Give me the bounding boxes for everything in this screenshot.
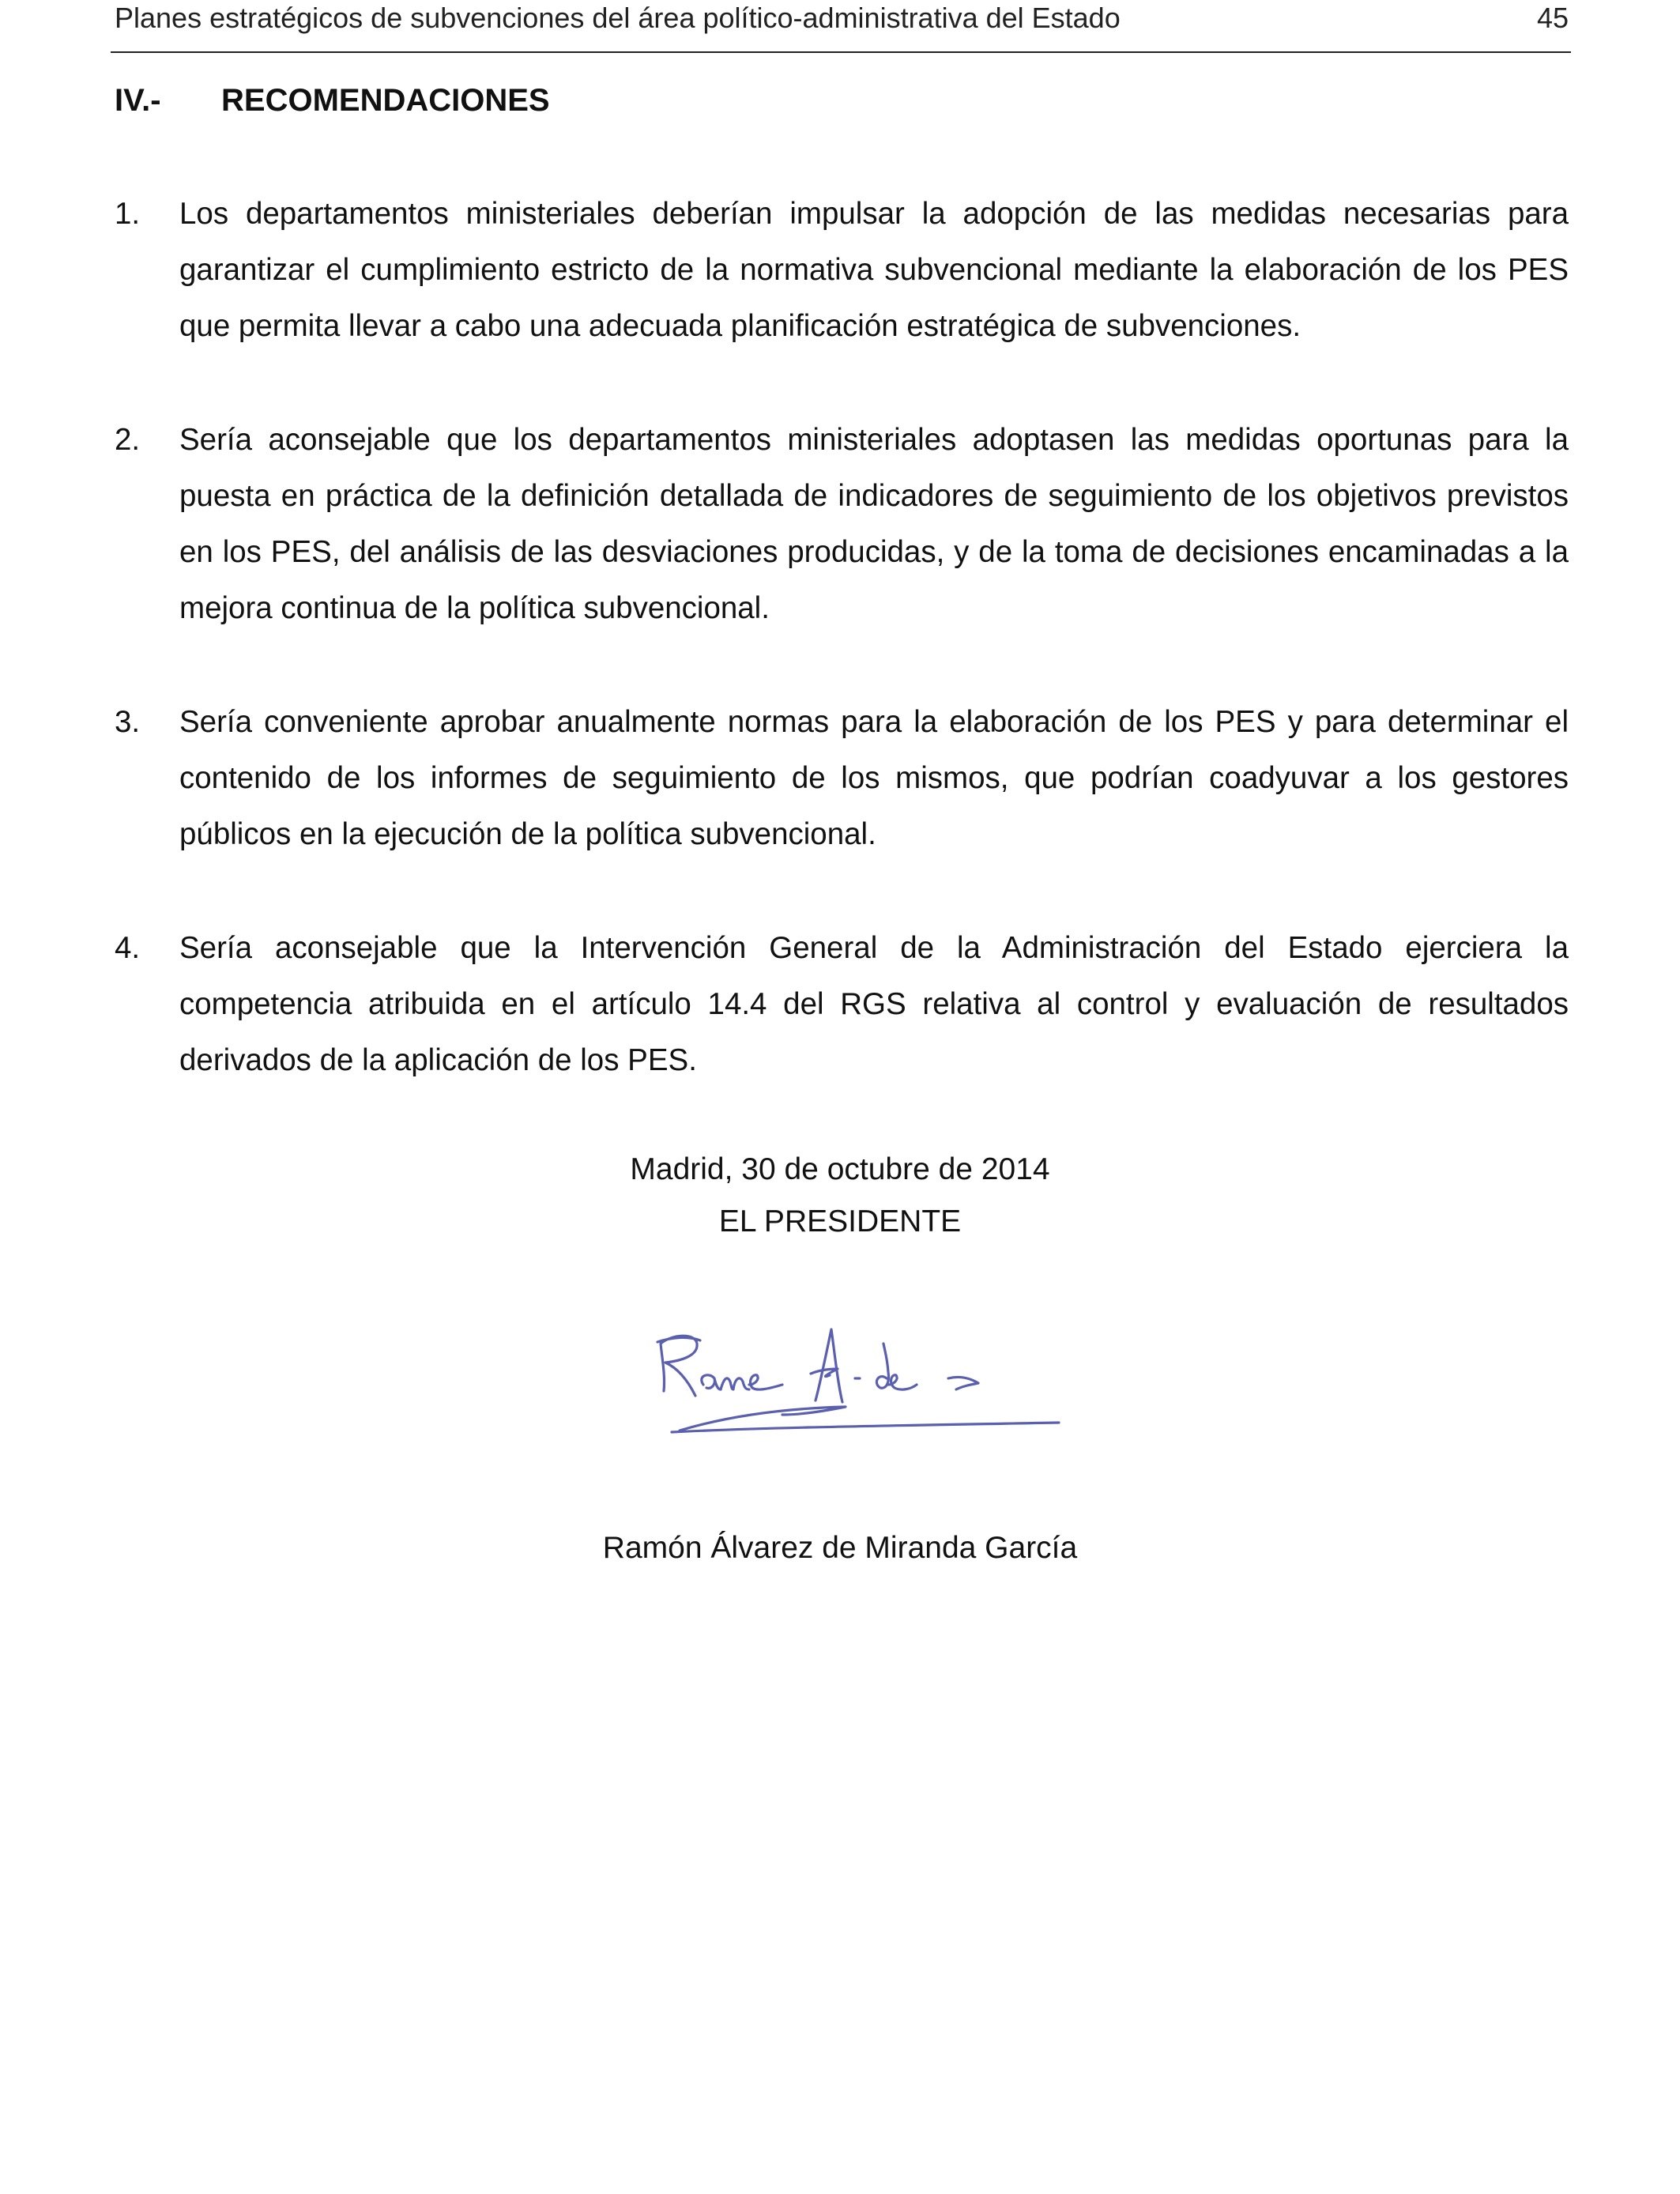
- page-number: 45: [1536, 2, 1569, 34]
- recommendation-marker: 4.: [115, 931, 141, 965]
- running-header: [115, 0, 1569, 36]
- header-rule: [111, 51, 1571, 53]
- handwritten-signature: [648, 1296, 1075, 1454]
- place-date: Madrid, 30 de octubre de 2014: [630, 1152, 1050, 1186]
- recommendations-list: [115, 186, 1569, 1146]
- signer-name: Ramón Álvarez de Miranda García: [602, 1531, 1078, 1565]
- recommendation-marker: 2.: [115, 423, 141, 457]
- section-heading: [115, 81, 550, 120]
- recommendation-text: Sería aconsejable que los departamentos ministeriales adoptasen las medidas oportunas para la puesta en práctica de la definición detallada de indicadores de seguimiento de los objetivos previstos en los PES, del análisis de las desviaciones producidas, y de la toma de decisiones encaminadas a la mejora continua de la política subvencional.: [179, 423, 1569, 625]
- recommendation-text: Sería aconsejable que la Intervención General de la Administración del Estado ejerciera la competencia atribuida en el artículo 14.4 del RGS relativa al control y evaluación de resultados derivados de la aplicación de los PES.: [179, 931, 1569, 1077]
- recommendation-text: Los departamentos ministeriales deberían impulsar la adopción de las medidas necesarias para garantizar el cumplimiento estricto de la normativa subvencional mediante la elaboración de los PES que permita llevar a cabo una adecuada planificación estratégica de subvenciones.: [179, 197, 1569, 343]
- signer-role: EL PRESIDENTE: [718, 1204, 962, 1238]
- recommendation-item: [115, 186, 1569, 354]
- section-number: IV.-: [115, 83, 161, 118]
- recommendation-item: [115, 694, 1569, 862]
- recommendation-item: [115, 920, 1569, 1088]
- running-header-title: Planes estratégicos de subvenciones del área político-administrativa del Estado: [115, 2, 1121, 34]
- recommendation-item: [115, 412, 1569, 636]
- recommendation-marker: 3.: [115, 705, 141, 739]
- recommendation-marker: 1.: [115, 197, 141, 231]
- section-title: RECOMENDACIONES: [221, 83, 550, 118]
- recommendation-text: Sería conveniente aprobar anualmente normas para la elaboración de los PES y para determinar el contenido de los informes de seguimiento de los mismos, que podrían coadyuvar a los gestores públicos en la ejecución de la política subvencional.: [179, 705, 1569, 851]
